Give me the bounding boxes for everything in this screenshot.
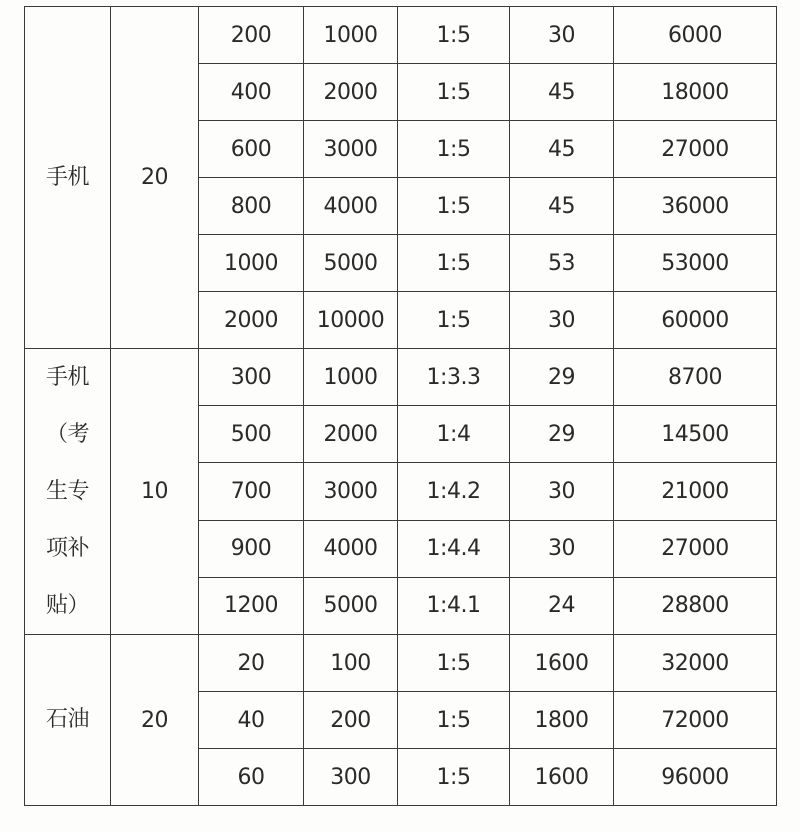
quantity-cell: 20 [111,635,199,806]
table-cell: 5000 [304,577,398,634]
table-cell: 300 [199,349,304,406]
table-cell: 200 [199,7,304,64]
table-cell: 1:5 [398,7,510,64]
table-cell: 36000 [614,178,777,235]
table-cell: 1000 [304,7,398,64]
category-cell: 手机 （考 生专 项补 贴） [25,349,111,635]
table-cell: 60 [199,749,304,806]
table-cell: 1:5 [398,121,510,178]
data-table [24,6,777,806]
table-cell: 1:4.1 [398,577,510,634]
table-cell: 45 [510,64,614,121]
table-cell: 1:5 [398,635,510,692]
table-cell: 1:5 [398,292,510,349]
table-cell: 1:5 [398,178,510,235]
table-cell: 1600 [510,635,614,692]
table-cell: 29 [510,349,614,406]
category-cell: 石油 [25,635,111,806]
table-cell: 3000 [304,463,398,520]
table-cell: 400 [199,64,304,121]
table-cell: 72000 [614,692,777,749]
table-cell: 500 [199,406,304,463]
table-cell: 53000 [614,235,777,292]
quantity-cell: 10 [111,349,199,635]
table-cell: 200 [304,692,398,749]
table-cell: 1000 [304,349,398,406]
table-cell: 27000 [614,121,777,178]
table-cell: 2000 [199,292,304,349]
table-cell: 1600 [510,749,614,806]
table-cell: 30 [510,7,614,64]
table-cell: 1200 [199,577,304,634]
table-cell: 1000 [199,235,304,292]
table-cell: 4000 [304,178,398,235]
table-cell: 2000 [304,64,398,121]
table-cell: 300 [304,749,398,806]
table-cell: 1:3.3 [398,349,510,406]
table-cell: 40 [199,692,304,749]
table-cell: 1800 [510,692,614,749]
table-cell: 4000 [304,520,398,577]
quantity-cell: 20 [111,7,199,349]
table-cell: 700 [199,463,304,520]
table-cell: 1:5 [398,64,510,121]
table-cell: 96000 [614,749,777,806]
table-row [25,349,777,406]
table-cell: 45 [510,178,614,235]
table-cell: 1:4 [398,406,510,463]
table-cell: 30 [510,463,614,520]
table-cell: 1:5 [398,692,510,749]
category-cell: 手机 [25,7,111,349]
table-cell: 1:4.2 [398,463,510,520]
table-cell: 60000 [614,292,777,349]
table-cell: 800 [199,178,304,235]
table-cell: 27000 [614,520,777,577]
table-cell: 32000 [614,635,777,692]
table-cell: 24 [510,577,614,634]
table-row [25,7,777,64]
table-cell: 6000 [614,7,777,64]
table-cell: 28800 [614,577,777,634]
table-cell: 1:4.4 [398,520,510,577]
table-row [25,635,777,692]
table-cell: 8700 [614,349,777,406]
table-cell: 30 [510,520,614,577]
table-cell: 5000 [304,235,398,292]
table-cell: 1:5 [398,235,510,292]
table-cell: 20 [199,635,304,692]
table-cell: 45 [510,121,614,178]
table-cell: 53 [510,235,614,292]
table-cell: 900 [199,520,304,577]
table-cell: 100 [304,635,398,692]
table-cell: 3000 [304,121,398,178]
table-cell: 2000 [304,406,398,463]
table-cell: 14500 [614,406,777,463]
table-cell: 18000 [614,64,777,121]
table-cell: 600 [199,121,304,178]
table-cell: 10000 [304,292,398,349]
table-cell: 30 [510,292,614,349]
table-cell: 29 [510,406,614,463]
table-cell: 21000 [614,463,777,520]
table-cell: 1:5 [398,749,510,806]
